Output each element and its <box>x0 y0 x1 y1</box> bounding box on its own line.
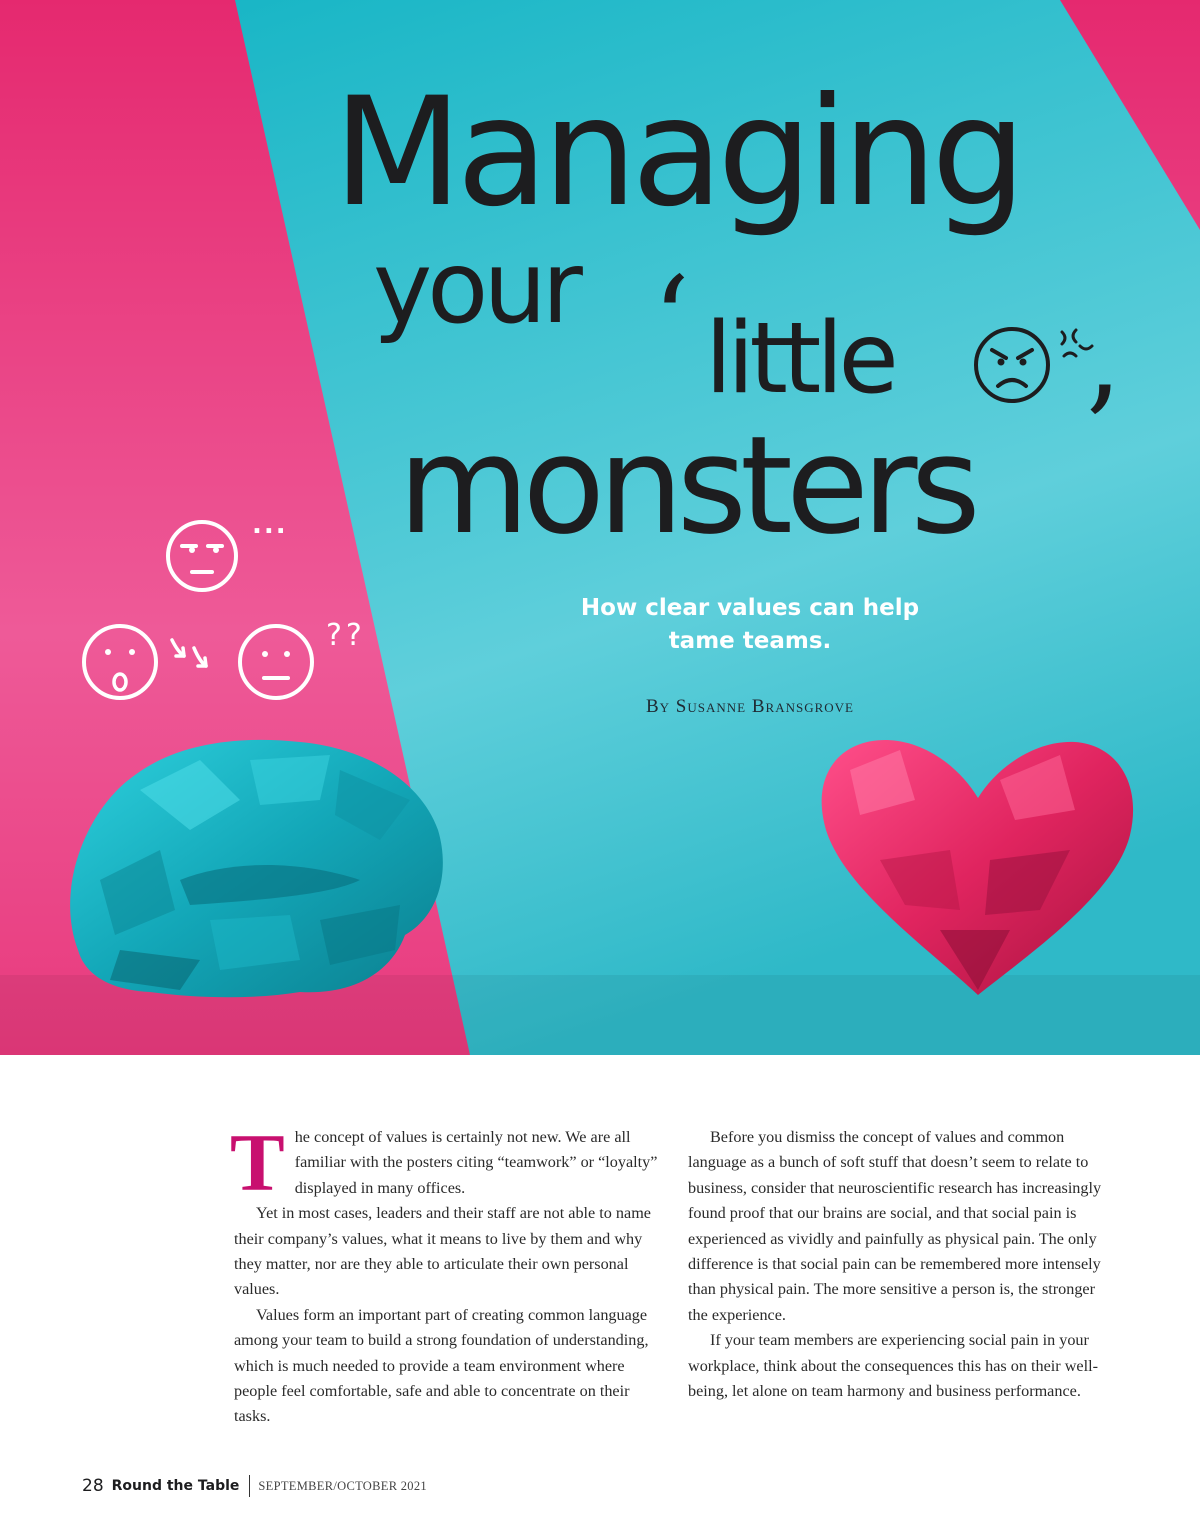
title-line-little: little <box>705 302 894 416</box>
title-line-managing: Managing <box>333 66 1021 240</box>
paragraph: Yet in most cases, leaders and their staff are not able to name their company’s values, what it means to live by them and why they matter, nor are they able to articulate their own personal values. <box>234 1204 651 1299</box>
paragraph: The concept of values is certainly not new. We are all familiar with the posters citing “teamwork” or “loyalty” displayed in many offices. <box>230 1117 658 1208</box>
article-byline: By Susanne Bransgrove <box>646 696 854 717</box>
ellipsis-mark: ... <box>252 510 288 540</box>
article-column-right <box>688 1125 1116 1404</box>
neutral-face-icon <box>236 622 324 702</box>
drop-cap: T <box>230 1117 285 1208</box>
paragraph: If your team members are experiencing social pain in your workplace, think about the consequences this has on their well-being, let alone on team harmony and business performance. <box>688 1331 1098 1401</box>
title-line-your: your <box>373 229 578 346</box>
article-subtitle: How clear values can help tame teams. <box>580 595 920 654</box>
page-footer <box>82 1474 427 1498</box>
close-quote-mark: ’ <box>1082 362 1121 501</box>
open-quote-mark: ‘ <box>652 252 691 391</box>
article-column-left <box>230 1117 666 1430</box>
publication-name: Round the Table <box>111 1478 240 1494</box>
title-line-monsters: monsters <box>398 407 974 564</box>
surprised-face-icon <box>80 622 230 702</box>
footer-divider <box>249 1475 250 1497</box>
page-number: 28 <box>82 1476 104 1496</box>
paragraph: Values form an important part of creating common language among your team to build a strong foundation of understanding, which is much needed to provide a team environment where people feel comfortable, safe and able to concentrate on their tasks. <box>234 1305 649 1426</box>
question-marks: ?? <box>326 618 366 653</box>
angry-face-icon <box>972 320 1107 410</box>
issue-date: SEPTEMBER/OCTOBER 2021 <box>258 1478 427 1493</box>
paragraph: Before you dismiss the concept of values and common language as a bunch of soft stuff that doesn’t seem to relate to business, consider that neuroscientific research has increasingly found proof that our brains are social, and that social pain is experienced as vividly and painfully as physical pain. The only difference is that social pain can be remembered more intensely than physical pain. The more sensitive a person is, the stronger the experience. <box>688 1128 1102 1324</box>
